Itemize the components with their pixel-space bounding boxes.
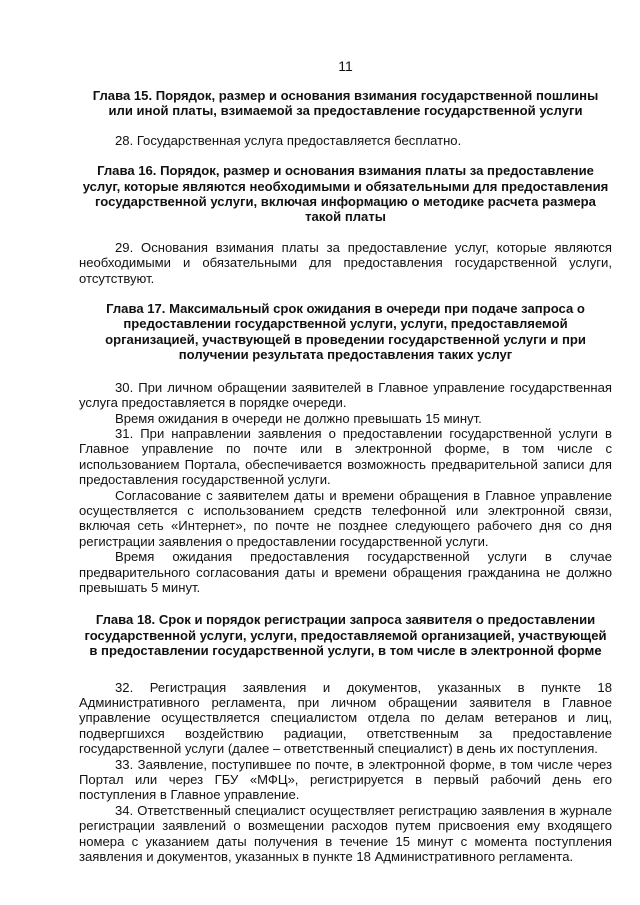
paragraph-34: 34. Ответственный специалист осуществляет регистрацию заявления в журнале регистрации заявлений о возмещении расходов путем присвоения ему входящего номера с указанием даты получения в течение 15 минут с момента поступления заявления и документов, указанных в пункте 18 Административного регламента.	[79, 802, 612, 865]
chapter-16-heading: Глава 16. Порядок, размер и основания взимания платы за предоставление услуг, которые являются необходимыми и обязательными для предоставления государственной услуги, включая информацию о методике расчета размера такой платы	[82, 163, 609, 225]
paragraph-28: 28. Государственная услуга предоставляется бесплатно.	[115, 132, 462, 148]
paragraph-30-wait-time: Время ожидания в очереди не должно превышать 15 минут.	[115, 410, 482, 426]
paragraph-29: 29. Основания взимания платы за предоставление услуг, которые являются необходимыми и обязательными для предоставления государственной услуги, отсутствуют.	[79, 239, 612, 286]
paragraph-32: 32. Регистрация заявления и документов, указанных в пункте 18 Административного регламента, при личном обращении заявителя в Главное управление осуществляется специалистом отдела по делам ветеранов и лиц, подвергшихся воздействию радиации, ответственным за предоставление государственной услуги (далее – ответственный специалист) в день их поступления.	[79, 679, 612, 757]
paragraph-31: 31. При направлении заявления о предоставлении государственной услуги в Главное управление по почте или в электронной форме, в том числе с использованием Портала, обеспечивается возможность предварительной записи для предоставления государственной услуги.	[79, 425, 612, 488]
chapter-17-heading: Глава 17. Максимальный срок ожидания в очереди при подаче запроса о предоставлении государственной услуги, услуги, предоставляемой организацией, участвующей в проведении государственной услуги и при получении результата предоставления таких услуг	[105, 301, 586, 363]
chapter-18-heading: Глава 18. Срок и порядок регистрации запроса заявителя о предоставлении государственной услуги, услуги, предоставляемой организацией, участвующей в предоставлении государственной услуги, в том числе в электронной форме	[84, 612, 607, 659]
paragraph-31-wait-time: Время ожидания предоставления государственной услуги в случае предварительного согласования даты и времени обращения гражданина не должно превышать 5 минут.	[79, 549, 612, 595]
page-number: 11	[338, 58, 353, 74]
chapter-15-heading: Глава 15. Порядок, размер и основания взимания государственной пошлины или иной платы, взимаемой за предоставление государственной услуги	[92, 88, 599, 119]
document-page	[79, 58, 612, 864]
paragraph-30: 30. При личном обращении заявителей в Главное управление государственная услуга предоставляется в порядке очереди.	[79, 379, 612, 411]
paragraph-31-agreement: Согласование с заявителем даты и времени обращения в Главное управление осуществляется с использованием средств телефонной или электронной связи, включая сеть «Интернет», по почте не позднее следующего рабочего дня со дня регистрации заявления о предоставлении государственной услуги.	[79, 487, 612, 549]
paragraph-33: 33. Заявление, поступившее по почте, в электронной форме, в том числе через Портал или через ГБУ «МФЦ», регистрируется в первый рабочий день его поступления в Главное управление.	[79, 756, 612, 803]
